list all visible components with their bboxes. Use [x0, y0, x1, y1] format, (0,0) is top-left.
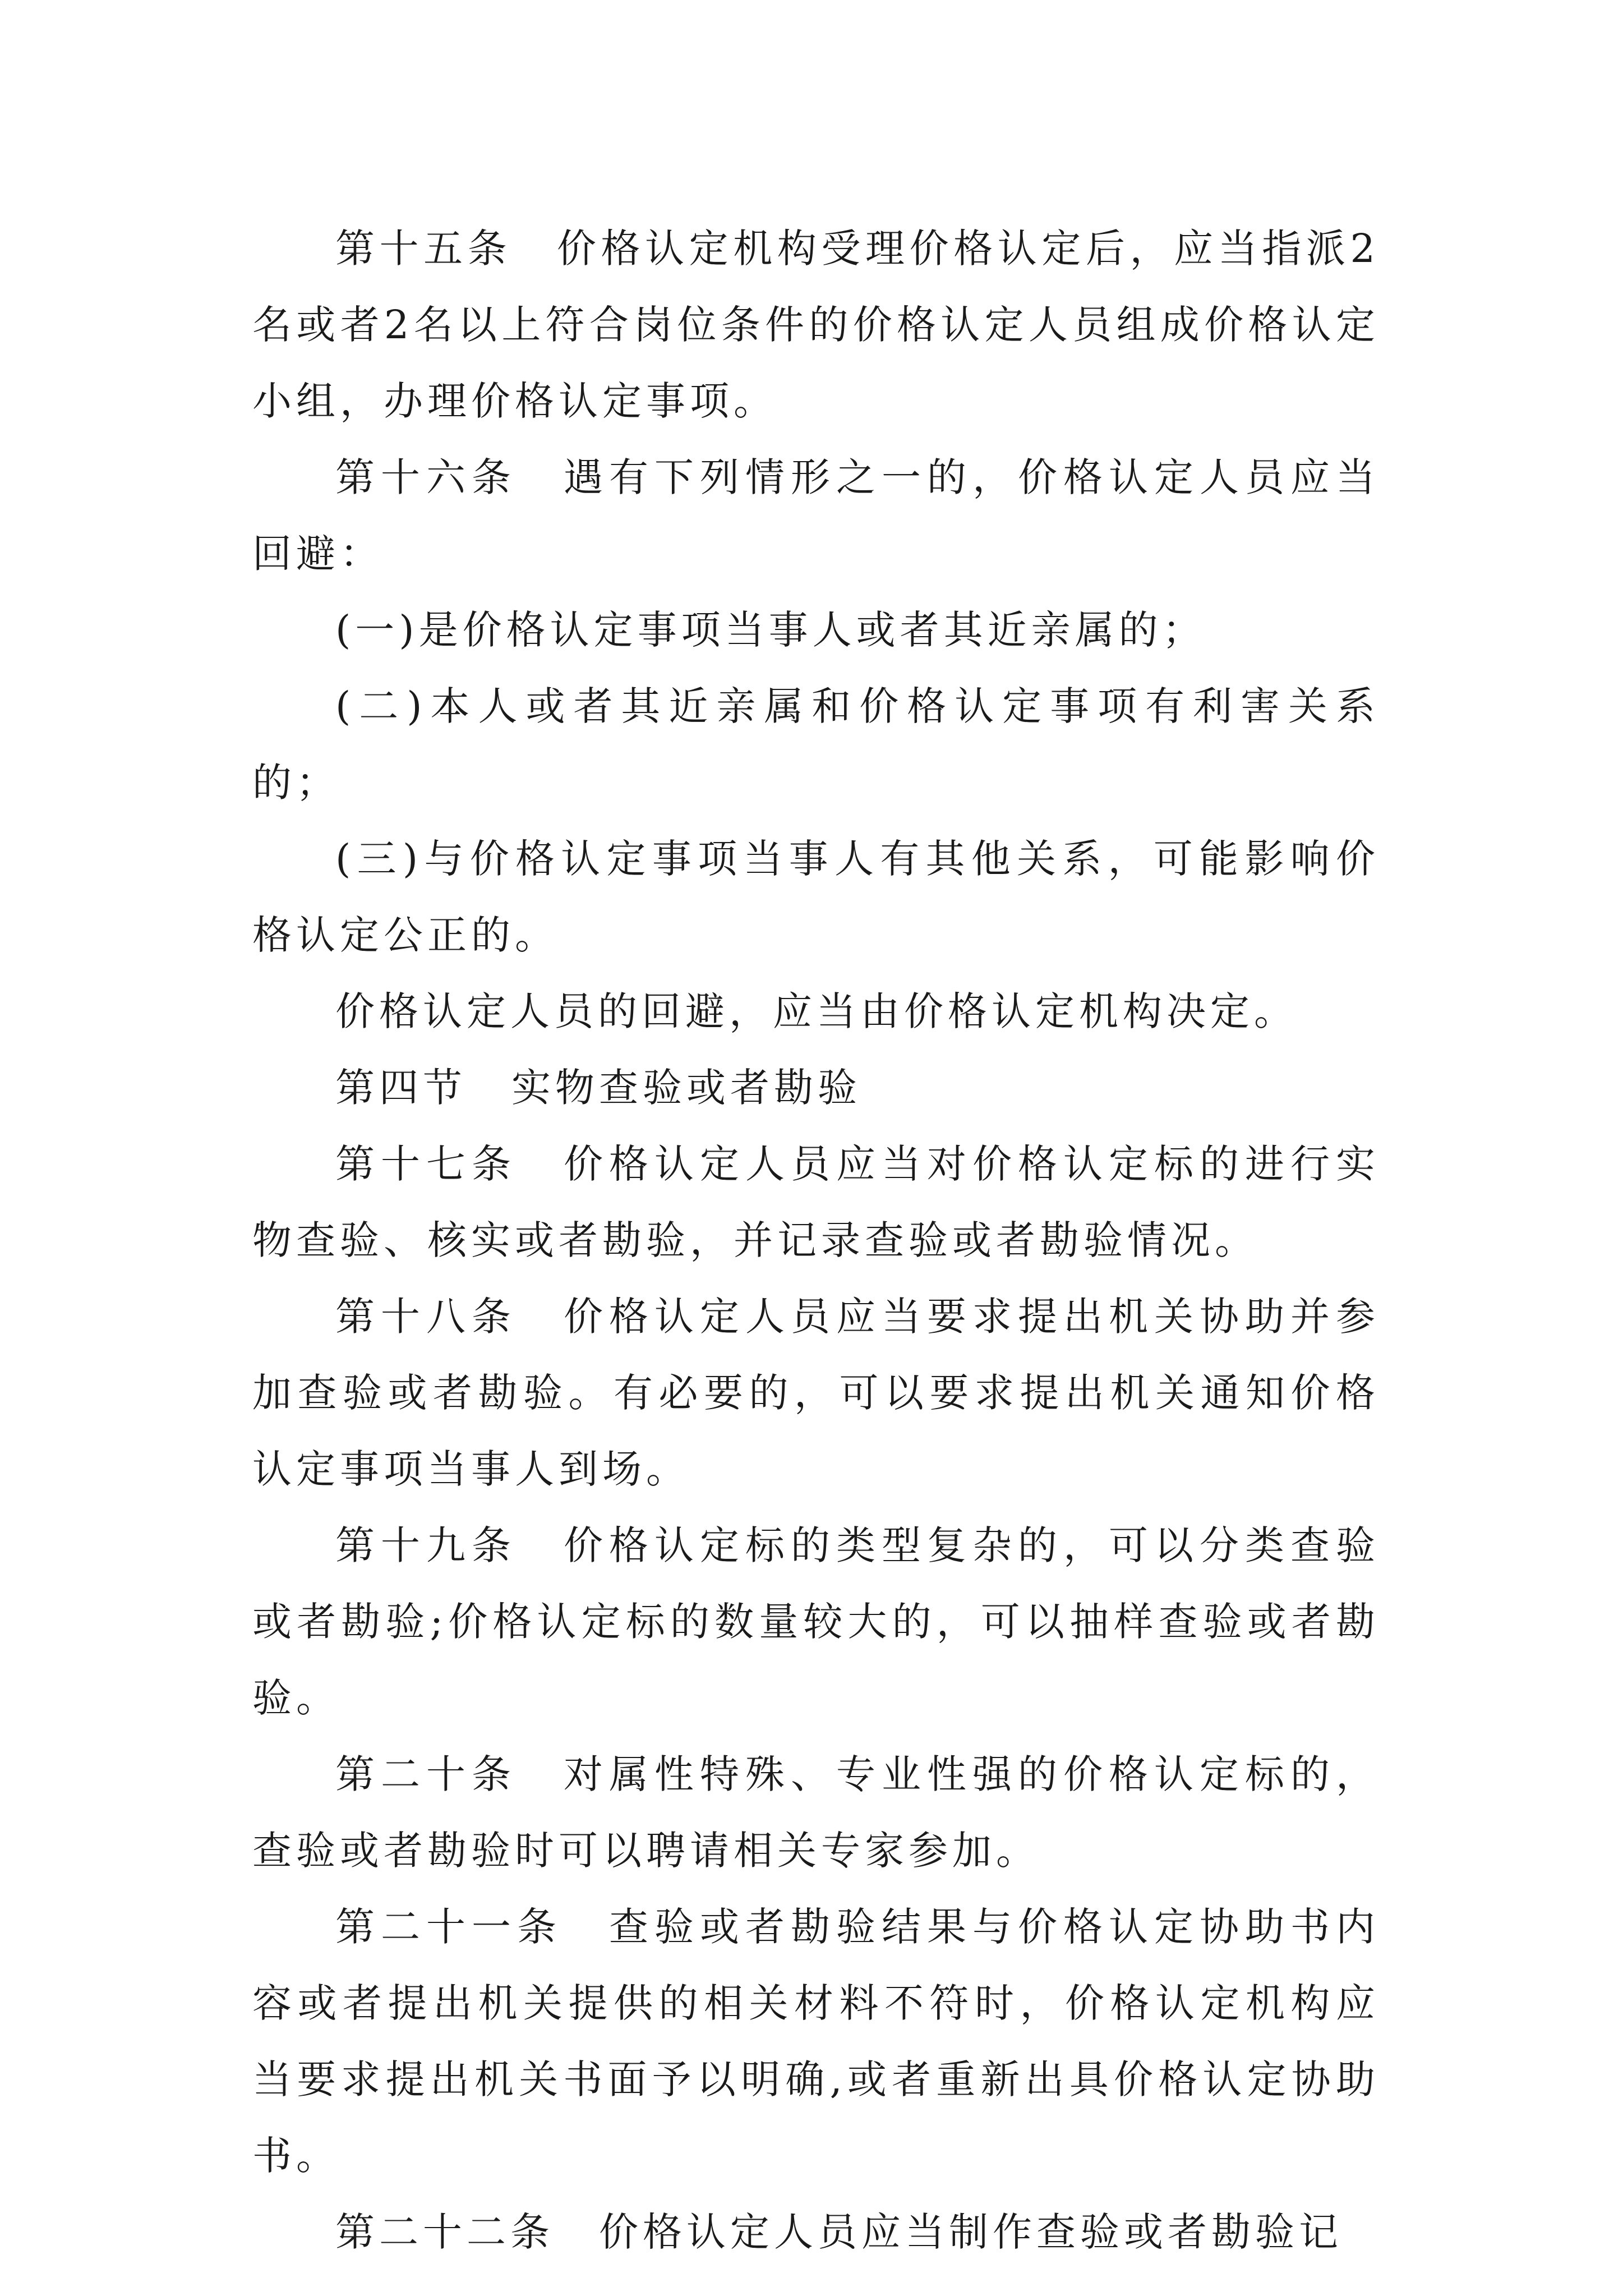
article-21	[252, 1889, 1380, 2194]
recusal-decision-paragraph	[252, 973, 1380, 1050]
article-label: 第十七条	[335, 1141, 517, 1187]
section-title: 实物查验或者勘验	[511, 1065, 861, 1111]
article-22	[252, 2194, 1380, 2270]
article-16	[252, 439, 1380, 592]
section-label: 第四节	[335, 1065, 467, 1111]
list-item-text: (二)本人或者其近亲属和价格认定事项有利害关系的；	[252, 683, 1380, 806]
article-label: 第十五条	[335, 226, 512, 272]
article-text: 遇有下列情形之一的，价格认定人员应当回避：	[252, 454, 1380, 577]
article-label: 第十六条	[335, 454, 517, 500]
section-heading	[252, 1050, 1380, 1126]
article-17	[252, 1126, 1380, 1278]
article-text: 查验或者勘验结果与价格认定协助书内容或者提出机关提供的相关材料不符时，价格认定机构应当要求提出机关书面予以明确,或者重新出具价格认定协助书。	[252, 1904, 1380, 2179]
list-item-text: (三)与价格认定事项当事人有其他关系，可能影响价格认定公正的。	[252, 836, 1380, 958]
article-label: 第二十二条	[335, 2209, 554, 2255]
document-body	[252, 210, 1380, 2270]
article-text: 价格认定人员应当对价格认定标的进行实物查验、核实或者勘验，并记录查验或者勘验情况。	[252, 1141, 1380, 1263]
article-19	[252, 1507, 1380, 1736]
article-text: 价格认定机构受理价格认定后，应当指派2名或者2名以上符合岗位条件的价格认定人员组成价格认定小组，办理价格认定事项。	[252, 226, 1380, 424]
article-text: 价格认定人员应当要求提出机关协助并参加查验或者勘验。有必要的，可以要求提出机关通知价格认定事项当事人到场。	[252, 1294, 1380, 1492]
list-item-1	[252, 592, 1380, 668]
article-20	[252, 1736, 1380, 1889]
paragraph-text: 价格认定人员的回避，应当由价格认定机构决定。	[335, 988, 1298, 1034]
article-text: 价格认定标的类型复杂的，可以分类查验或者勘验;价格认定标的数量较大的，可以抽样查验或者勘验。	[252, 1522, 1380, 1721]
list-item-2	[252, 668, 1380, 821]
article-label: 第十八条	[335, 1294, 517, 1340]
article-label: 第十九条	[335, 1522, 517, 1568]
list-item-text: (一)是价格认定事项当事人或者其近亲属的；	[335, 607, 1206, 653]
article-text: 价格认定人员应当制作查验或者勘验记	[599, 2209, 1343, 2255]
article-text: 对属性特殊、专业性强的价格认定标的，查验或者勘验时可以聘请相关专家参加。	[252, 1751, 1380, 1874]
list-item-3	[252, 821, 1380, 973]
article-label: 第二十一条	[335, 1904, 562, 1950]
article-label: 第二十条	[335, 1751, 517, 1797]
article-18	[252, 1278, 1380, 1507]
article-15	[252, 210, 1380, 439]
